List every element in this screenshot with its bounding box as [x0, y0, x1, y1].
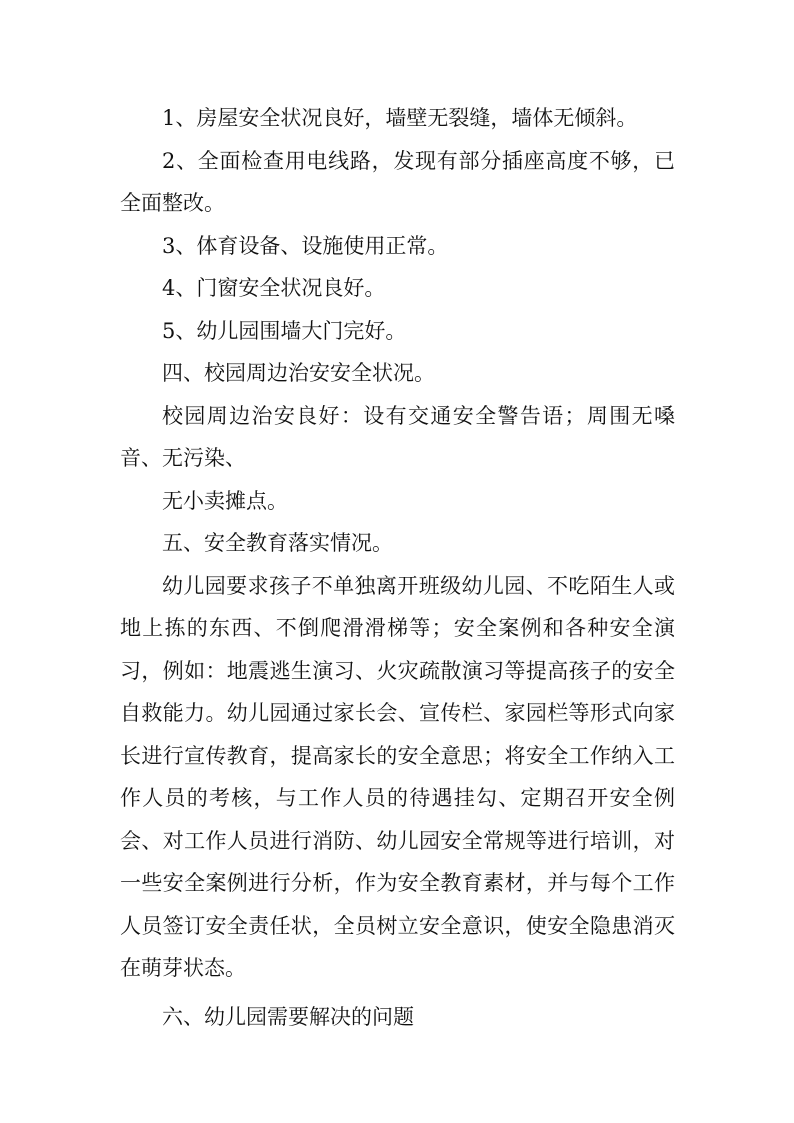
- document-body: [120, 97, 675, 1038]
- paragraph-house-safety: 1、房屋安全状况良好，墙壁无裂缝，墙体无倾斜。: [162, 106, 638, 130]
- section-heading-safety-education: 五、安全教育落实情况。: [162, 531, 393, 555]
- paragraph-surroundings: 校园周边治安良好：设有交通安全警告语；周围无嗓音、无污染、: [120, 403, 675, 470]
- paragraph-safety-education: 幼儿园要求孩子不单独离开班级幼儿园、不吃陌生人或地上拣的东西、不倒爬滑滑梯等；安全案例和各种安全演习，例如：地震逃生演习、火灾疏散演习等提高孩子的安全自救能力。幼儿园通过家长会、宣传栏、家园栏等形式向家长进行宣传教育，提高家长的安全意思；将安全工作纳入工作人员的考核，与工作人员的待遇挂勾、定期召开安全例会、对工作人员进行消防、幼儿园安全常规等进行培训，对一些安全案例进行分析，作为安全教育素材，并与每个工作人员签订安全责任状，全员树立安全意识，使安全隐患消灭在萌芽状态。: [120, 573, 675, 980]
- paragraph-sports-equipment: 3、体育设备、设施使用正常。: [162, 233, 449, 258]
- section-heading-surroundings: 四、校园周边治安安全状况。: [162, 361, 435, 385]
- paragraph-doors-windows: 4、门窗安全状况良好。: [162, 276, 386, 300]
- section-heading-problems: 六、幼儿园需要解决的问题: [162, 1004, 414, 1029]
- paragraph-electrical-lines: 2、全面检查用电线路，发现有部分插座高度不够，已全面整改。: [120, 148, 675, 215]
- paragraph-surroundings-continued: 无小卖摊点。: [162, 488, 288, 513]
- paragraph-wall-gate: 5、幼儿园围墙大门完好。: [162, 318, 407, 343]
